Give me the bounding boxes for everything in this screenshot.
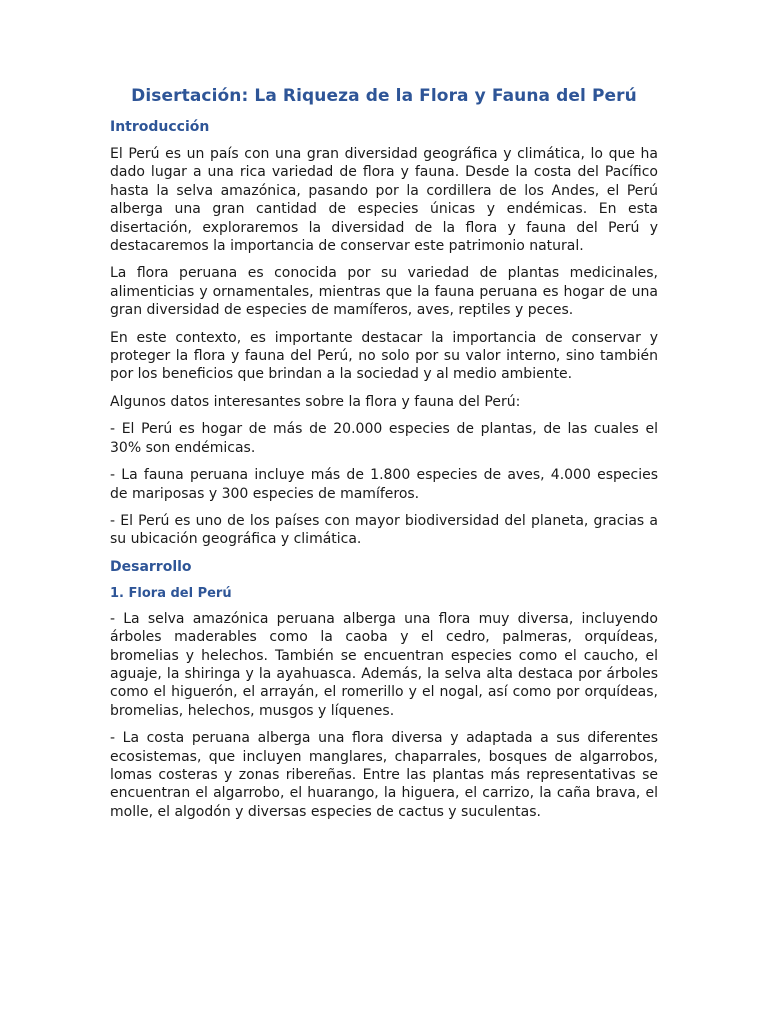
list-item: - El Perú es uno de los países con mayor biodiversidad del planeta, gracias a su ubicación geográfica y climática. — [110, 512, 658, 548]
section-heading-introduccion: Introducción — [110, 119, 210, 135]
page-title: Disertación: La Riqueza de la Flora y Fauna del Perú — [131, 86, 637, 106]
paragraph: En este contexto, es importante destacar la importancia de conservar y proteger la flora y fauna del Perú, no solo por su valor interno, sino también por los beneficios que brindan a la sociedad y al medio ambiente. — [110, 329, 658, 383]
list-item: - La fauna peruana incluye más de 1.800 especies de aves, 4.000 especies de mariposas y 300 especies de mamíferos. — [110, 467, 658, 502]
section-heading-desarrollo: Desarrollo — [110, 558, 192, 575]
document-page — [110, 84, 658, 830]
list-item: - La costa peruana alberga una flora diversa y adaptada a sus diferentes ecosistemas, que incluyen manglares, chaparrales, bosques de algarrobos, lomas costeras y zonas ribereñas. Entre las plantas más representativas se encuentran el algarrobo, el huarango, la higuera, el carrizo, la caña brava, el molle, el algodón y diversas especies de cactus y suculentas. — [110, 730, 658, 820]
list-item: - La selva amazónica peruana alberga una flora muy diversa, incluyendo árboles maderables como la caoba y el cedro, palmeras, orquídeas, bromelias y helechos. También se encuentran especies como el caucho, el aguaje, la shiringa y la ayahuasca. Además, la selva alta destaca por árboles como el higuerón, el arrayán, el romerillo y el nogal, así como por orquídeas, bromelias, helechos, musgos y líquenes. — [110, 610, 658, 719]
paragraph: El Perú es un país con una gran diversidad geográfica y climática, lo que ha dado lugar a una rica variedad de flora y fauna. Desde la costa del Pacífico hasta la selva amazónica, pasando por la cordillera de los Andes, el Perú alberga una gran cantidad de especies únicas y endémicas. En esta disertación, exploraremos la diversidad de la flora y fauna del Perú y destacaremos la importancia de conservar este patrimonio natural. — [110, 146, 658, 255]
paragraph: Algunos datos interesantes sobre la flora y fauna del Perú: — [110, 393, 521, 410]
list-item: - El Perú es hogar de más de 20.000 especies de plantas, de las cuales el 30% son endémicas. — [110, 421, 658, 456]
subsection-heading-flora: 1. Flora del Perú — [110, 585, 232, 601]
paragraph: La flora peruana es conocida por su variedad de plantas medicinales, alimenticias y ornamentales, mientras que la fauna peruana es hogar de una gran diversidad de especies de mamíferos, aves, reptiles y peces. — [110, 265, 658, 319]
